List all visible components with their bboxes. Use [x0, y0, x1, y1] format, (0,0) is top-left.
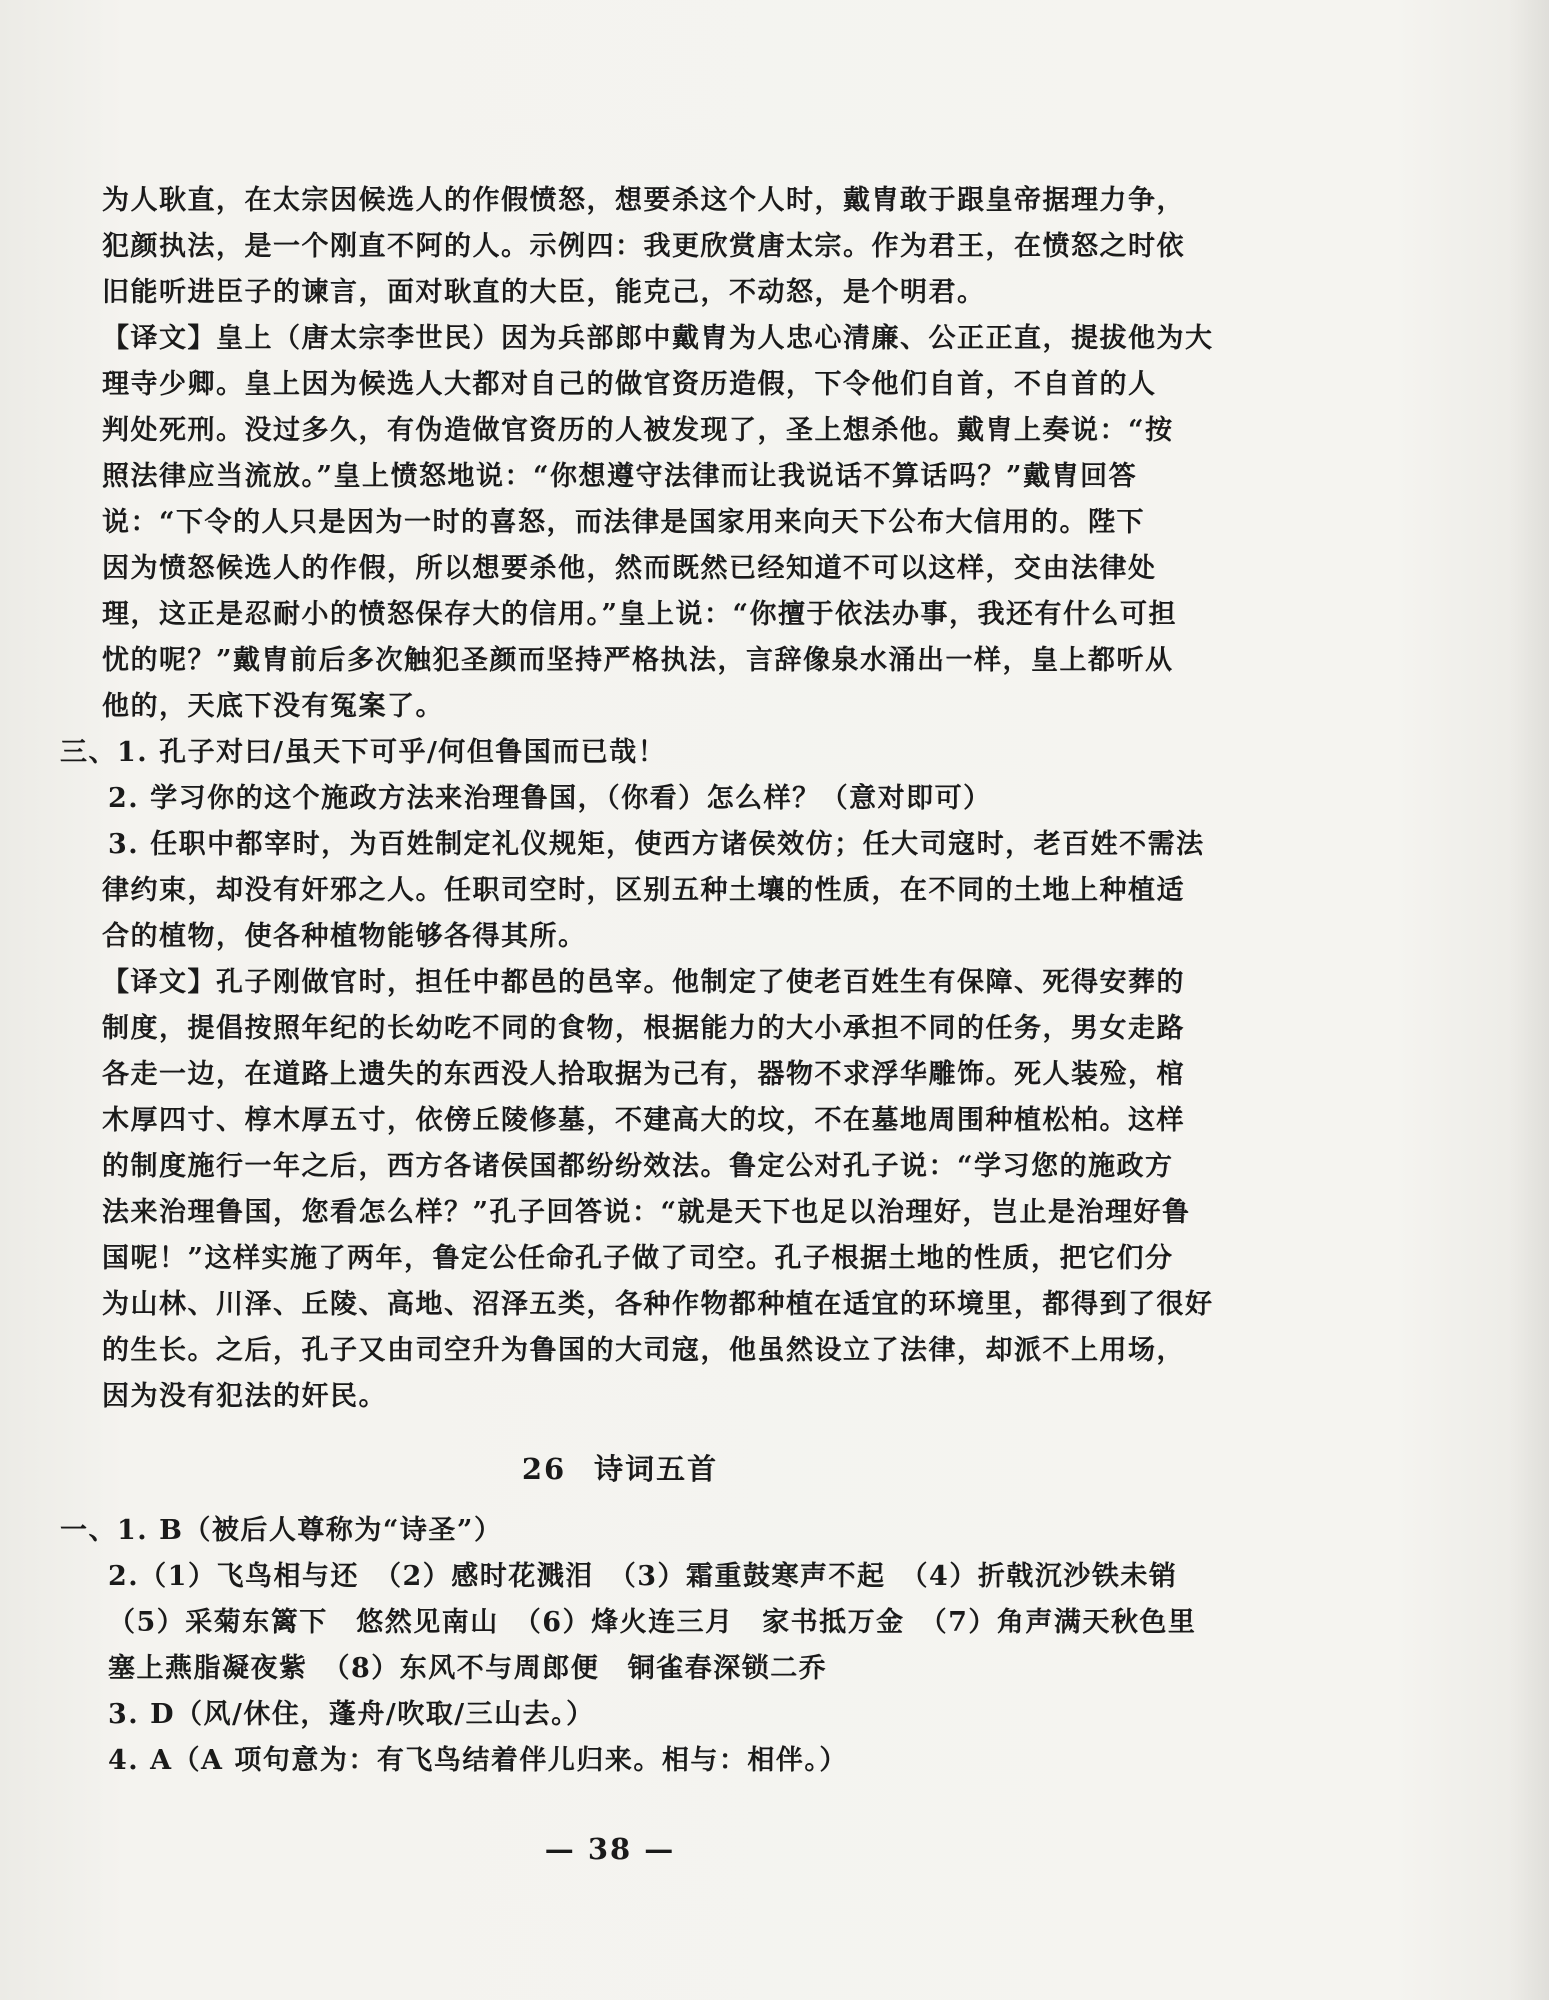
text-line: 他的，天底下没有冤案了。 [102, 691, 444, 722]
answer-line: 4. A（A 项句意为：有飞鸟结着伴儿归来。相与：相伴。） [108, 1745, 848, 1776]
text-line: 国呢！”这样实施了两年，鲁定公任命孔子做了司空。孔子根据土地的性质，把它们分 [102, 1243, 1174, 1274]
section-heading [60, 1446, 1180, 1492]
question-line: 三、1. 孔子对曰/虽天下可乎/何但鲁国而已哉！ [60, 737, 667, 768]
text-line: 合的植物，使各种植物能够各得其所。 [102, 921, 587, 952]
text-line: 为山林、川泽、丘陵、高地、沼泽五类，各种作物都种植在适宜的环境里，都得到了很好 [102, 1289, 1214, 1320]
answer-line: 2.（1）飞鸟相与还 （2）感时花溅泪 （3）霜重鼓寒声不起 （4）折戟沉沙铁未销 [108, 1561, 1178, 1592]
text-line: 律约束，却没有奸邪之人。任职司空时，区别五种土壤的性质，在不同的土地上种植适 [102, 875, 1185, 906]
section-number: 26 [521, 1452, 567, 1486]
text-line: 照法律应当流放。”皇上愤怒地说：“你想遵守法律而让我说话不算话吗？”戴胄回答 [102, 461, 1138, 492]
text-line: 各走一边，在道路上遗失的东西没人拾取据为己有，器物不求浮华雕饰。死人装殓，棺 [102, 1059, 1185, 1090]
text-line: 制度，提倡按照年纪的长幼吃不同的食物，根据能力的大小承担不同的任务，男女走路 [102, 1013, 1185, 1044]
text-line: 【译文】皇上（唐太宗李世民）因为兵部郎中戴胄为人忠心清廉、公正正直，提拔他为大 [102, 323, 1214, 354]
page-edge-shadow [1509, 0, 1549, 2000]
text-line: 理，这正是忍耐小的愤怒保存大的信用。”皇上说：“你擅于依法办事，我还有什么可担 [102, 599, 1178, 630]
answer-line: （5）采菊东篱下 悠然见南山 （6）烽火连三月 家书抵万金 （7）角声满天秋色里 [108, 1607, 1197, 1638]
page-number: — 38 — [544, 1832, 676, 1866]
text-line: 判处死刑。没过多久，有伪造做官资历的人被发现了，圣上想杀他。戴胄上奏说：“按 [102, 415, 1174, 446]
text-line: 说：“下令的人只是因为一时的喜怒，而法律是国家用来向天下公布大信用的。陛下 [102, 507, 1146, 538]
text-line: 犯颜执法，是一个刚直不阿的人。示例四：我更欣赏唐太宗。作为君王，在愤怒之时依 [102, 231, 1185, 262]
text-line: 因为没有犯法的奸民。 [102, 1381, 387, 1412]
text-line: 【译文】孔子刚做官时，担任中都邑的邑宰。他制定了使老百姓生有保障、死得安葬的 [102, 967, 1185, 998]
text-line: 忧的呢？”戴胄前后多次触犯圣颜而坚持严格执法，言辞像泉水涌出一样，皇上都听从 [102, 645, 1174, 676]
section-title: 诗词五首 [594, 1452, 719, 1486]
text-line: 的生长。之后，孔子又由司空升为鲁国的大司寇，他虽然设立了法律，却派不上用场， [102, 1335, 1185, 1366]
answer-text-body [60, 178, 1214, 1784]
text-line: 2. 学习你的这个施政方法来治理鲁国，（你看）怎么样？（意对即可） [108, 783, 992, 814]
answer-line: 塞上燕脂凝夜紫 （8）东风不与周郎便 铜雀春深锁二乔 [108, 1653, 828, 1684]
text-line: 法来治理鲁国，您看怎么样？”孔子回答说：“就是天下也足以治理好，岂止是治理好鲁 [102, 1197, 1191, 1228]
text-line: 旧能听进臣子的谏言，面对耿直的大臣，能克己，不动怒，是个明君。 [102, 277, 986, 308]
text-line: 木厚四寸、椁木厚五寸，依傍丘陵修墓，不建高大的坟，不在墓地周围种植松柏。这样 [102, 1105, 1185, 1136]
text-line: 为人耿直，在太宗因候选人的作假愤怒，想要杀这个人时，戴胄敢于跟皇帝据理力争， [102, 185, 1185, 216]
text-line: 3. 任职中都宰时，为百姓制定礼仪规矩，使西方诸侯效仿；任大司寇时，老百姓不需法 [108, 829, 1205, 860]
answer-line: 3. D（风/休住，蓬舟/吹取/三山去。） [108, 1699, 595, 1730]
text-line: 理寺少卿。皇上因为候选人大都对自己的做官资历造假，下令他们自首，不自首的人 [102, 369, 1157, 400]
text-line: 的制度施行一年之后，西方各诸侯国都纷纷效法。鲁定公对孔子说：“学习您的施政方 [102, 1151, 1174, 1182]
answer-line: 一、1. B（被后人尊称为“诗圣”） [60, 1515, 503, 1546]
text-line: 因为愤怒候选人的作假，所以想要杀他，然而既然已经知道不可以这样，交由法律处 [102, 553, 1157, 584]
